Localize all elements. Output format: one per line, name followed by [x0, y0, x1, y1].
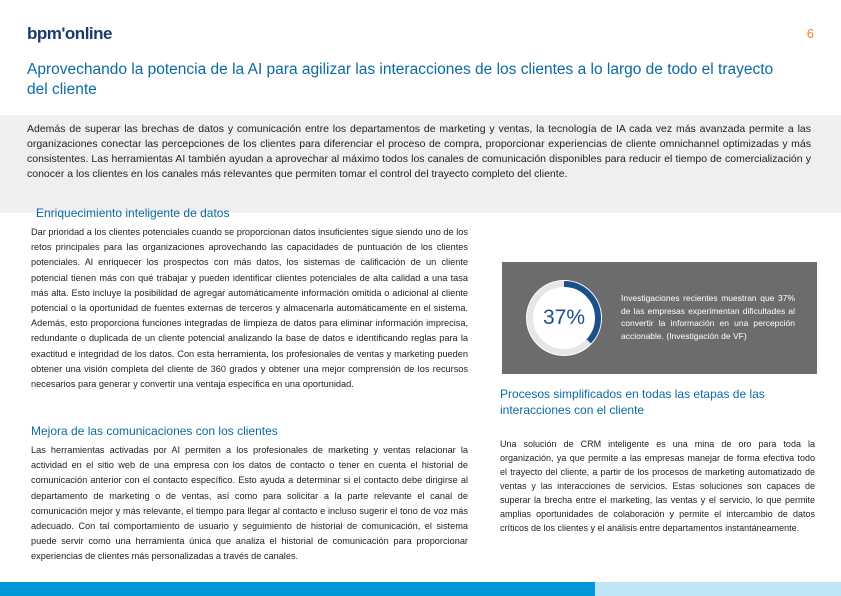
footer-bar [0, 582, 595, 596]
intro-paragraph: Además de superar las brechas de datos y comunicación entre los departamentos de marketing y ventas, la tecnología de IA cada vez más avanzada permite a las organizaciones conectar las percepciones de los clientes para diferenciar el proceso de compra, proporcionar experiencias de cliente omnichannel optimizadas y más consistentes. Las herramientas AI también ayudan a aprovechar al máximo todos los canales de comunicación disponibles para reducir el tiempo de comercialización y conocer a los clientes en los canales más relevantes que permiten tomar el control del trayecto completo del cliente. [27, 123, 811, 180]
section-body-processes: Una solución de CRM inteligente es una mina de oro para toda la organización, ya que permite a las empresas manejar de forma efectiva todo el trayecto del cliente, a partir de los procesos de marketing automatizado de ventas y las interacciones de servicios. Estas soluciones son capaces de superar la brecha entre el marketing, las ventas y el servicio, lo que permite amplias oportunidades de colaboración y permite el intercambio de datos críticos de los clientes y el análisis entre departamentos instantáneamente. [500, 439, 815, 533]
company-logo: bpm'online [27, 24, 112, 43]
page-title: Aprovechando la potencia de la AI para agilizar las interacciones de los clientes a lo largo de todo el trayecto del cliente [27, 61, 774, 98]
footer-bar-light [595, 582, 841, 596]
section-heading-data-enrichment: Enriquecimiento inteligente de datos [36, 206, 230, 220]
section-heading-communications: Mejora de las comunicaciones con los clientes [31, 424, 278, 438]
section-body-communications: Las herramientas activadas por AI permiten a los profesionales de marketing y ventas relacionar la actividad en el sitio web de una empresa con los datos de contacto o tener en cuenta el historial de comunicación anterior con el contacto específico. Esto ayuda a determinar si el contacto debe dirigirse al departamento de marketing o de ventas, así como para solicitar a la parte relevante el canal de comunicación mejor y más relevante, el tiempo para llegar al contacto e incluso sugerir el tono de voz más adecuado. Con tal comportamiento de usuario y seguimiento de historial de comunicación, el sistema puede servir como una herramienta única que analiza el historial de comunicación para proporcionar experiencias de clientes más personalizadas a través de canales. [31, 445, 468, 562]
section-body-data-enrichment: Dar prioridad a los clientes potenciales cuando se proporcionan datos insuficientes sigue siendo uno de los retos principales para las organizaciones aprovechando las capacidades de puntuación de los clientes potenciales. Al enriquecer los prospectos con más datos, los sistemas de calificación de un cliente potencial tienen más con qué trabajar y pueden identificar clientes potenciales de alta calidad a una tasa más alta. Esto incluye la posibilidad de agregar automáticamente información omitida o adicional al cliente potencial o la oportunidad de fuentes externas de terceros y almacenarla automáticamente en el sistema. Además, esto proporciona funciones integradas de limpieza de datos para eliminar información imprecisa, redundante o duplicada de un cliente potencial analizando la base de datos e identificando reglas para la exactitud e integridad de los datos. Con esta herramienta, los profesionales de ventas y marketing pueden obtener una visión completa del cliente de 360 grados y obtener una mejor comprensión de los recursos necesarios para generar y convertir una ventaja específica en una oportunidad. [31, 227, 468, 390]
stat-description: Investigaciones recientes muestran que 37% de las empresas experimentan dificultades al convertir la información en una percepción accionable. (Investigación de VF) [621, 293, 795, 341]
section-heading-processes: Procesos simplificados en todas las etapas de las interacciones con el cliente [500, 387, 765, 417]
stat-value: 37% [542, 306, 586, 329]
page-number: 6 [806, 26, 814, 41]
